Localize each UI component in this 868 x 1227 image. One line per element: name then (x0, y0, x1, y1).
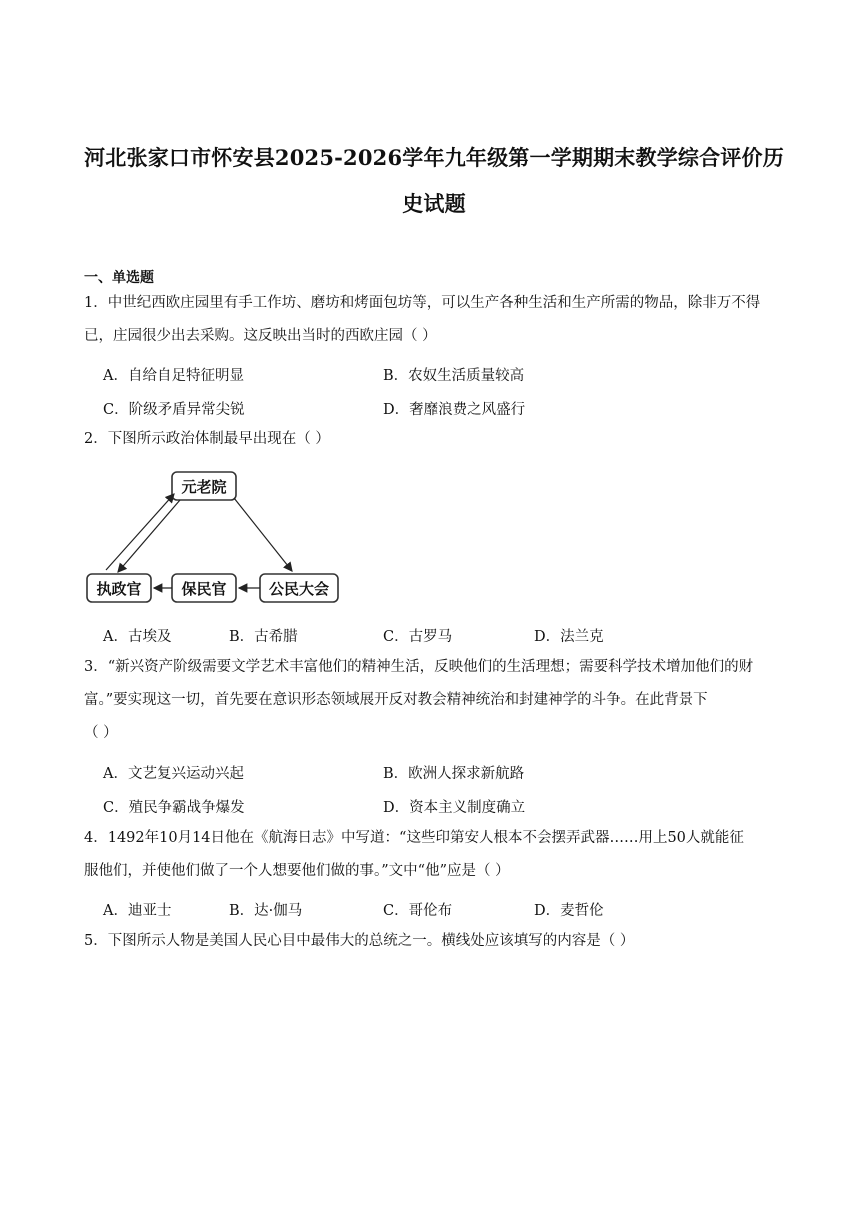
title-line-2: 史试题 (402, 191, 466, 216)
q4-option-d: D．麦哲伦 (534, 903, 604, 919)
political-system-diagram (84, 468, 354, 608)
q1-option-d: D．奢靡浪费之风盛行 (383, 402, 526, 418)
question-1-line-2: 已，庄园很少出去采购。这反映出当时的西欧庄园（ ） (84, 328, 437, 344)
title-line-1: 河北张家口市怀安县2025-2026学年九年级第一学期期末教学综合评价历 (84, 145, 784, 170)
question-5 (84, 925, 784, 958)
question-1 (84, 287, 784, 353)
arrow-top-to-right (234, 498, 292, 571)
q2-option-d: D．法兰克 (534, 629, 604, 645)
q1-option-b: B．农奴生活质量较高 (383, 368, 525, 384)
section-heading: 一、单选题 (84, 270, 154, 286)
question-1-line-1: 1．中世纪西欧庄园里有手工作坊、磨坊和烤面包坊等，可以生产各种生活和生产所需的物品，除非万不得 (84, 295, 761, 311)
diagram-label-left: 执政官 (96, 580, 142, 598)
q1-option-a: A．自给自足特征明显 (103, 368, 244, 384)
q2-option-c: C．古罗马 (383, 629, 453, 645)
question-2 (84, 423, 784, 456)
question-5-line-1: 5．下图所示人物是美国人民心目中最伟大的总统之一。横线处应该填写的内容是（ ） (84, 933, 635, 949)
question-2-line-1: 2．下图所示政治体制最早出现在（ ） (84, 431, 330, 447)
q2-option-b: B．古希腊 (229, 629, 298, 645)
q2-option-a: A．古埃及 (103, 629, 172, 645)
diagram-label-middle: 保民官 (181, 580, 227, 598)
question-3-line-1: 3．“新兴资产阶级需要文学艺术丰富他们的精神生活，反映他们的生活理想；需要科学技术增加他们的财 (84, 659, 754, 675)
question-4-line-1: 4．1492年10月14日他在《航海日志》中写道：“这些印第安人根本不会摆弄武器……用上50人就能征 (84, 830, 744, 846)
question-3-line-2: 富。”要实现这一切，首先要在意识形态领域展开反对教会精神统治和封建神学的斗争。在此背景下 (84, 692, 708, 708)
q3-option-d: D．资本主义制度确立 (383, 800, 526, 816)
question-4-line-2: 服他们，并使他们做了一个人想要他们做的事。”文中“他”应是（ ） (84, 863, 510, 879)
page-title (60, 135, 808, 227)
arrow-top-to-left (118, 500, 180, 572)
q4-option-c: C．哥伦布 (383, 903, 453, 919)
q4-option-b: B．达·伽马 (229, 903, 303, 919)
question-3 (84, 651, 784, 750)
question-4 (84, 822, 784, 888)
q1-option-c: C．阶级矛盾异常尖锐 (103, 402, 245, 418)
question-3-line-3: （ ） (84, 725, 118, 741)
diagram-label-right: 公民大会 (268, 580, 330, 598)
diagram-label-top: 元老院 (181, 478, 227, 496)
arrow-left-to-top (106, 494, 174, 570)
q3-option-a: A．文艺复兴运动兴起 (103, 766, 244, 782)
q3-option-b: B．欧洲人探求新航路 (383, 766, 525, 782)
q3-option-c: C．殖民争霸战争爆发 (103, 800, 245, 816)
q4-option-a: A．迪亚士 (103, 903, 172, 919)
